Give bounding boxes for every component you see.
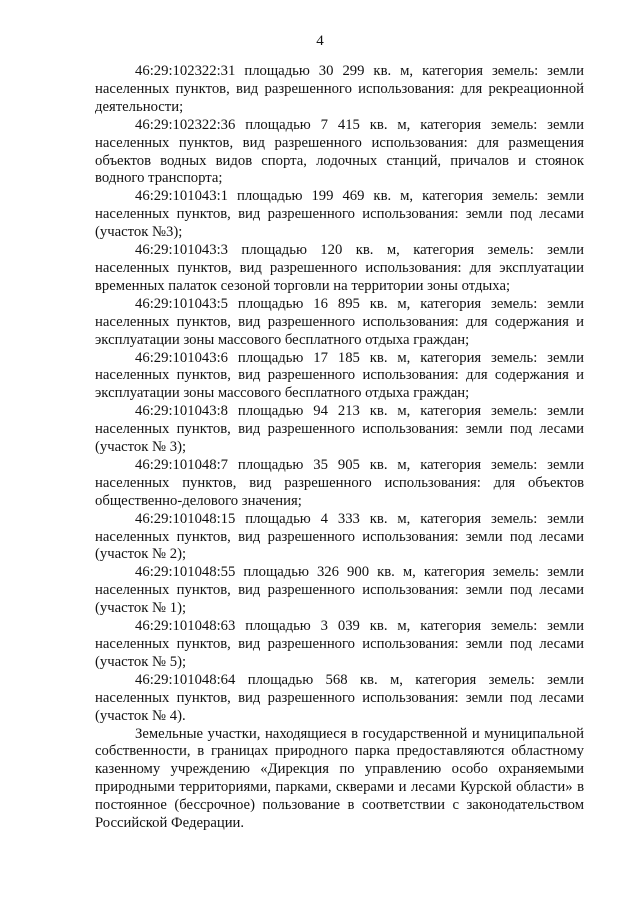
document-body (95, 63, 584, 833)
page-number: 4 (316, 33, 324, 49)
paragraph-parcel-101048-15: 46:29:101048:15 площадью 4 333 кв. м, категория земель: земли населенных пунктов, вид разрешенного использования: земли под лесами (участок № 2); (95, 510, 584, 563)
paragraph-parcel-101048-63: 46:29:101048:63 площадью 3 039 кв. м, категория земель: земли населенных пунктов, вид разрешенного использования: земли под лесами (участок № 5); (95, 618, 584, 670)
paragraph-parcel-101043-6: 46:29:101043:6 площадью 17 185 кв. м, категория земель: земли населенных пунктов, вид разрешенного использования: для содержания и эксплуатации зоны массового бесплатного отдыха граждан; (95, 349, 584, 402)
paragraph-parcel-101043-1: 46:29:101043:1 площадью 199 469 кв. м, категория земель: земли населенных пунктов, вид разрешенного использования: земли под лесами (участок №3); (95, 188, 584, 241)
paragraph-parcel-102322-36: 46:29:102322:36 площадью 7 415 кв. м, категория земель: земли населенных пунктов, вид разрешенного использования: для размещения объектов водных видов спорта, лодочных станций, причалов и стоянок водного транспорта; (95, 116, 584, 187)
paragraph-parcel-101048-64: 46:29:101048:64 площадью 568 кв. м, категория земель: земли населенных пунктов, вид разрешенного использования: земли под лесами (участок № 4). (95, 671, 584, 724)
paragraph-parcel-102322-31: 46:29:102322:31 площадью 30 299 кв. м, категория земель: земли населенных пунктов, вид разрешенного использования: для рекреационной деятельности; (95, 63, 584, 115)
paragraph-parcel-101043-3: 46:29:101043:3 площадью 120 кв. м, категория земель: земли населенных пунктов, вид разрешенного использования: для эксплуатации временных палаток сезоной торговли на территории зоны отдыха; (95, 242, 584, 294)
paragraph-parcel-101048-7: 46:29:101048:7 площадью 35 905 кв. м, категория земель: земли населенных пунктов, вид разрешенного использования: для объектов общественно-делового значения; (95, 456, 584, 509)
paragraph-parcel-101043-8: 46:29:101043:8 площадью 94 213 кв. м, категория земель: земли населенных пунктов, вид разрешенного использования: земли под лесами (участок № 3); (95, 403, 584, 456)
paragraph-parcel-101043-5: 46:29:101043:5 площадью 16 895 кв. м, категория земель: земли населенных пунктов, вид разрешенного использования: для содержания и эксплуатации зоны массового бесплатного отдыха граждан; (95, 295, 584, 348)
paragraph-parcel-101048-55: 46:29:101048:55 площадью 326 900 кв. м, категория земель: земли населенных пунктов, вид разрешенного использования: земли под лесами (участок № 1); (95, 564, 584, 617)
paragraph-land-transfer-clause: Земельные участки, находящиеся в государственной и муниципальной собственности, в границах природного парка предоставляются областному казенному учреждению «Дирекция по управлению особо охраняемыми природными территориями, парками, скверами и лесами Курской области» в постоянное (бессрочное) пользование в соответствии с законодательством Российской Федерации. (95, 725, 584, 832)
